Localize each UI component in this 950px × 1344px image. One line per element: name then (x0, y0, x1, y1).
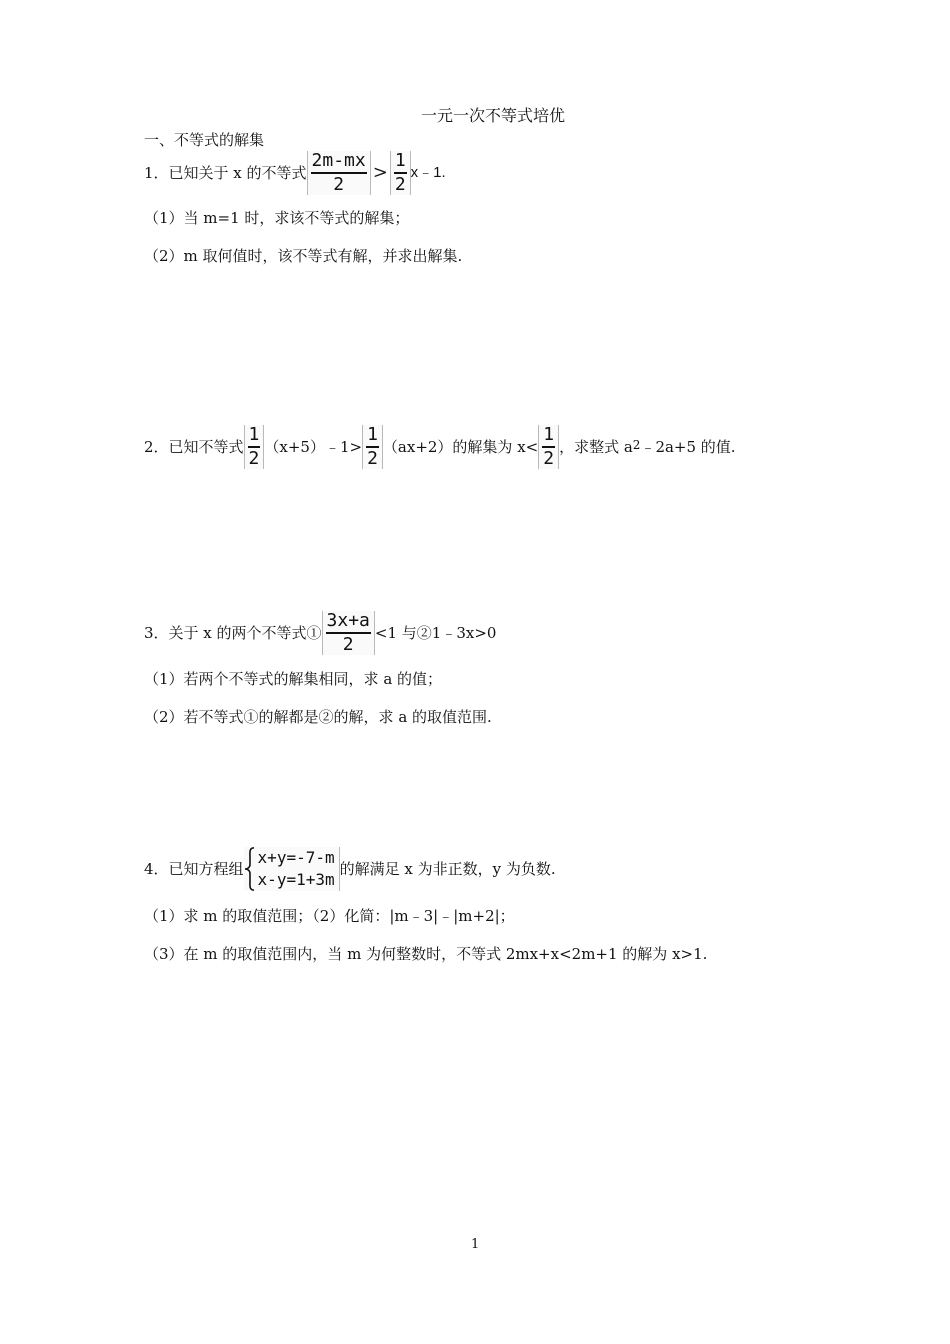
equation-1: x+y=-7-m (257, 848, 335, 867)
question-3 (144, 610, 496, 656)
question-4-part-3: （3）在 m 的取值范围内，当 m 为何整数时，不等式 2mx+x<2m+1 的解为 x>1. (144, 945, 708, 963)
fraction-numerator: 1 (542, 425, 555, 448)
question-4-prefix: 4．已知方程组 (144, 860, 244, 878)
question-2-middle-1: （x+5）﹣1> (264, 438, 363, 456)
fraction-numerator: 1 (248, 425, 261, 448)
question-3-suffix: <1 与②1﹣3x>0 (374, 624, 497, 642)
fraction-2m-mx-over-2 (307, 151, 371, 195)
fraction-one-half (538, 425, 559, 469)
question-4-part-1-2: （1）求 m 的取值范围；（2）化简：|m﹣3|﹣|m+2|； (144, 907, 515, 925)
question-1-prefix: 1．已知关于 x 的不等式 (144, 164, 307, 182)
question-2-suffix-b: ﹣2a+5 的值. (640, 438, 736, 456)
question-1-part-2: （2）m 取何值时，该不等式有解，并求出解集. (144, 247, 463, 265)
fraction-one-half (390, 151, 411, 195)
fraction-3x-plus-a-over-2 (322, 611, 375, 655)
fraction-denominator: 2 (367, 448, 378, 469)
question-4 (144, 842, 556, 896)
fraction-denominator: 2 (394, 174, 406, 195)
question-2-prefix: 2．已知不等式 (144, 438, 244, 456)
left-brace-icon (244, 847, 256, 891)
equation-system (244, 847, 340, 891)
fraction-numerator: 3x+a (326, 611, 371, 634)
question-2 (144, 424, 736, 470)
fraction-denominator: 2 (333, 174, 345, 195)
page-number: 1 (471, 1237, 480, 1252)
greater-than-sign: > (372, 162, 388, 183)
question-1-suffix: x﹣1. (410, 164, 446, 181)
fraction-numerator: 1 (394, 151, 407, 174)
question-2-suffix-a: ，求整式 a (559, 438, 633, 456)
question-4-suffix: 的解满足 x 为非正数，y 为负数. (339, 860, 556, 878)
equation-2: x-y=1+3m (257, 870, 335, 889)
fraction-numerator: 1 (366, 425, 379, 448)
question-2-middle-2: （ax+2）的解集为 x< (382, 438, 539, 456)
question-1 (144, 150, 446, 196)
fraction-denominator: 2 (342, 634, 354, 655)
question-3-prefix: 3．关于 x 的两个不等式① (144, 624, 322, 642)
exponent: 2 (632, 438, 641, 452)
fraction-one-half (362, 425, 383, 469)
question-3-part-2: （2）若不等式①的解都是②的解，求 a 的取值范围. (144, 708, 492, 726)
fraction-denominator: 2 (543, 448, 555, 469)
fraction-numerator: 2m-mx (311, 151, 367, 174)
question-3-part-1: （1）若两个不等式的解集相同，求 a 的值； (144, 670, 443, 688)
fraction-one-half (244, 425, 265, 469)
page-title: 一元一次不等式培优 (421, 106, 566, 125)
question-1-part-1: （1）当 m=1 时，求该不等式的解集； (144, 209, 410, 227)
section-heading: 一、不等式的解集 (144, 131, 265, 149)
fraction-denominator: 2 (248, 448, 260, 469)
